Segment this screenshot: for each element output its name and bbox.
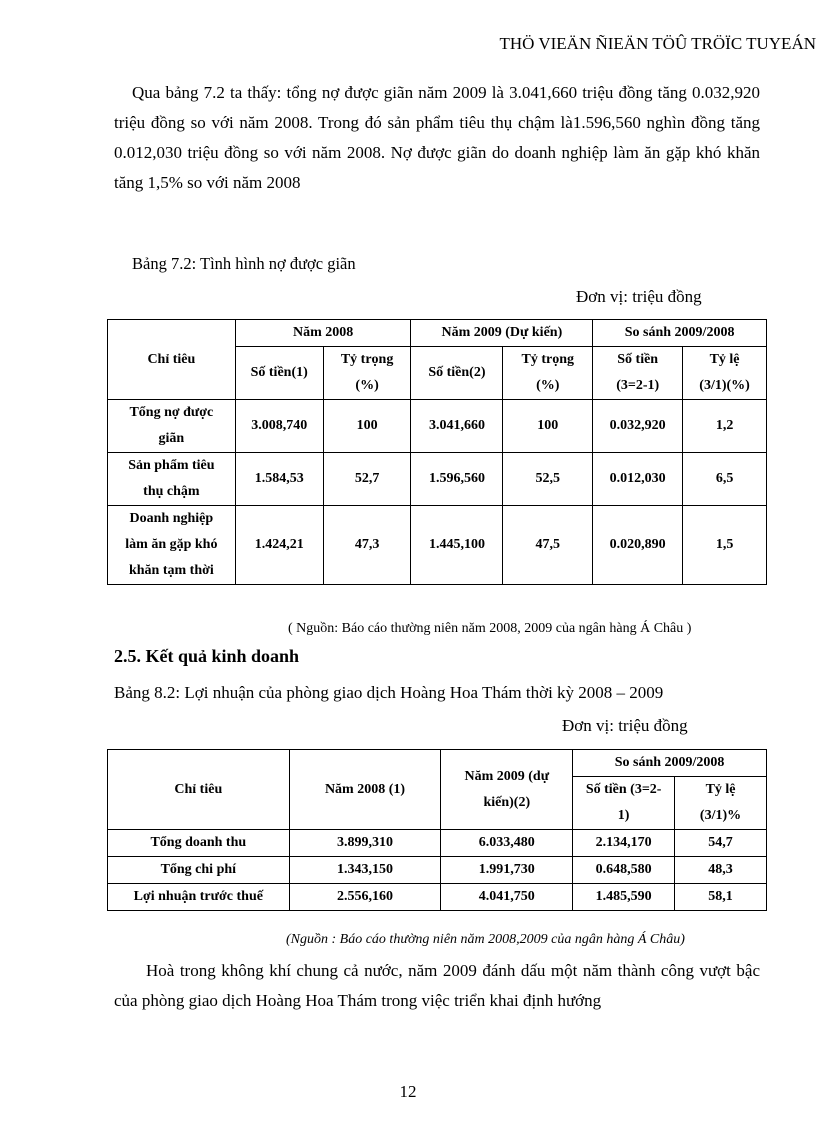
table2-source: (Nguồn : Báo cáo thường niên năm 2008,2009 của ngân hàng Á Châu)	[286, 932, 685, 947]
header-tyle-b: (3/1)(%)	[699, 378, 750, 393]
cell-ratio: 48,3	[675, 857, 767, 884]
table-row	[108, 506, 767, 585]
header-tyle	[675, 777, 767, 830]
row-label-b: làm ăn gặp khó	[125, 537, 218, 552]
row-label	[108, 506, 236, 585]
cell-p2: 100	[503, 400, 593, 453]
cell-diff: 0.032,920	[593, 400, 683, 453]
cell-p2: 52,5	[503, 453, 593, 506]
row-label	[108, 453, 236, 506]
cell-diff: 0.020,890	[593, 506, 683, 585]
header-tytrong2	[503, 347, 593, 400]
row-label: Tổng doanh thu	[108, 830, 290, 857]
cell-v2: 1.445,100	[411, 506, 503, 585]
header-sotien3-a: Số tiền	[617, 352, 659, 367]
row-label-b: thụ chậm	[143, 484, 200, 499]
header-tytrong2-a: Tỷ trọng	[521, 352, 575, 367]
row-label-b: giãn	[158, 431, 185, 446]
header-chitieu: Chỉ tiêu	[108, 320, 236, 400]
paragraph-intro	[114, 78, 760, 198]
cell-diff: 2.134,170	[573, 830, 675, 857]
cell-v2: 1.991,730	[441, 857, 573, 884]
table-row	[108, 830, 767, 857]
paragraph-closing	[114, 956, 760, 1016]
table-row	[108, 453, 767, 506]
debt-extension-table	[107, 319, 767, 585]
table-row	[108, 400, 767, 453]
section-heading: 2.5. Kết quả kinh doanh	[114, 646, 300, 666]
header-tyle-a: Tỷ lệ	[705, 782, 736, 797]
table1-caption: Bảng 7.2: Tình hình nợ được giãn	[132, 254, 356, 273]
cell-v1: 2.556,160	[289, 884, 441, 911]
header-2009-b: kiến)(2)	[483, 794, 531, 810]
cell-p2: 47,5	[503, 506, 593, 585]
header-2009: Năm 2009 (Dự kiến)	[411, 320, 593, 347]
header-tyle-b: (3/1)%	[699, 808, 742, 823]
header-chitieu: Chỉ tiêu	[108, 750, 290, 830]
cell-ratio: 1,5	[683, 506, 767, 585]
header-sotien	[573, 777, 675, 830]
header-sotien2: Số tiền(2)	[411, 347, 503, 400]
row-label-c: khăn tạm thời	[128, 563, 214, 578]
cell-v1: 1.424,21	[235, 506, 323, 585]
profit-table	[107, 749, 767, 911]
cell-v2: 3.041,660	[411, 400, 503, 453]
table2-caption: Bảng 8.2: Lợi nhuận của phòng giao dịch Hoàng Hoa Thám thời kỳ 2008 – 2009	[114, 683, 664, 702]
header-sotien1: Số tiền(1)	[235, 347, 323, 400]
row-label: Tổng chi phí	[108, 857, 290, 884]
header-2008: Năm 2008	[235, 320, 411, 347]
cell-diff: 0.648,580	[573, 857, 675, 884]
table-header-row	[108, 320, 767, 347]
header-sotien-a: Số tiền (3=2-	[585, 782, 662, 797]
row-label-a: Tổng nợ được	[129, 405, 214, 420]
header-compare: So sánh 2009/2008	[573, 750, 767, 777]
cell-diff: 1.485,590	[573, 884, 675, 911]
table-header-row	[108, 750, 767, 777]
page-number: 12	[399, 1082, 417, 1101]
header-tyle	[683, 347, 767, 400]
table2-unit: Đơn vị: triệu đồng	[562, 716, 688, 735]
cell-v1: 1.343,150	[289, 857, 441, 884]
header-tyle-a: Tỷ lệ	[709, 352, 740, 367]
row-label-a: Doanh nghiệp	[129, 511, 214, 526]
header-2009-a: Năm 2009 (dự	[464, 768, 550, 784]
table1-source: ( Nguồn: Báo cáo thường niên năm 2008, 2009 của ngân hàng Á Châu )	[288, 621, 692, 636]
header-tytrong1	[323, 347, 411, 400]
cell-v2: 1.596,560	[411, 453, 503, 506]
cell-v1: 3.008,740	[235, 400, 323, 453]
cell-v2: 4.041,750	[441, 884, 573, 911]
row-label	[108, 400, 236, 453]
cell-p1: 47,3	[323, 506, 411, 585]
cell-v1: 1.584,53	[235, 453, 323, 506]
row-label: Lợi nhuận trước thuế	[108, 884, 290, 911]
paragraph-closing-text: Hoà trong không khí chung cả nước, năm 2009 đánh dấu một năm thành công vượt bậc của phòng giao dịch Hoàng Hoa Thám trong việc triển khai định hướng	[114, 961, 760, 1010]
row-label-a: Sản phẩm tiêu	[128, 458, 215, 473]
paragraph-intro-text: Qua bảng 7.2 ta thấy: tổng nợ được giãn năm 2009 là 3.041,660 triệu đồng tăng 0.032,920 triệu đồng so với năm 2008. Trong đó sản phẩm tiêu thụ chậm là1.596,560 nghìn đồng tăng 0.012,030 triệu đồng so với năm 2008. Nợ được giãn do doanh nghiệp làm ăn gặp khó khăn tăng 1,5% so với năm 2008	[114, 83, 760, 192]
cell-p1: 100	[323, 400, 411, 453]
cell-ratio: 1,2	[683, 400, 767, 453]
cell-p1: 52,7	[323, 453, 411, 506]
header-tytrong1-a: Tỷ trọng	[340, 352, 394, 367]
header-tytrong2-b: (%)	[536, 378, 560, 393]
header-sotien-b: 1)	[617, 808, 630, 823]
table-row	[108, 857, 767, 884]
header-2009	[441, 750, 573, 830]
cell-diff: 0.012,030	[593, 453, 683, 506]
table1-unit: Đơn vị: triệu đồng	[576, 287, 702, 306]
cell-v1: 3.899,310	[289, 830, 441, 857]
table-row	[108, 884, 767, 911]
cell-ratio: 54,7	[675, 830, 767, 857]
header-compare: So sánh 2009/2008	[593, 320, 767, 347]
header-sotien3-b: (3=2-1)	[616, 378, 660, 393]
header-sotien3	[593, 347, 683, 400]
header-tytrong1-b: (%)	[355, 378, 379, 393]
cell-ratio: 6,5	[683, 453, 767, 506]
header-2008: Năm 2008 (1)	[289, 750, 441, 830]
cell-v2: 6.033,480	[441, 830, 573, 857]
page-header: THÖ VIEÄN ÑIEÄN TÖÛ TRÖÏC TUYEÁN	[499, 34, 816, 53]
cell-ratio: 58,1	[675, 884, 767, 911]
